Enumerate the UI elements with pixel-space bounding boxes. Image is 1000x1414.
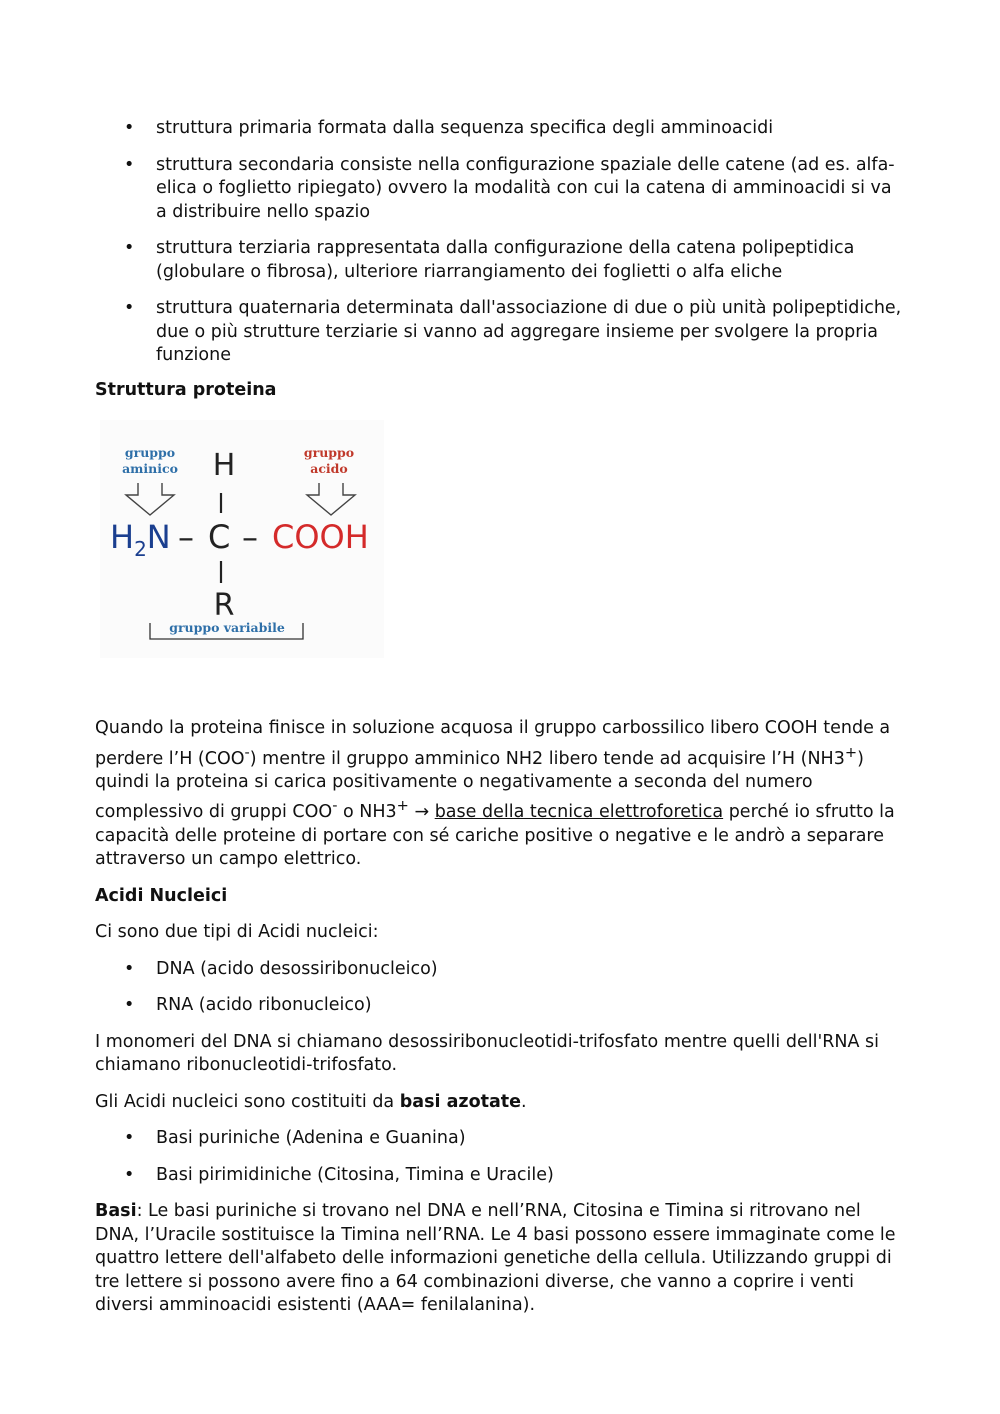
list-item-text: Basi puriniche (Adenina e Guanina) (156, 1128, 466, 1149)
list-item (95, 1127, 907, 1151)
list-item-text: struttura quaternaria determinata dall'associazione di due o più unità polipeptidiche, due o più strutture terziarie si vanno ad aggregare insieme per svolgere la propria funzione (156, 298, 902, 365)
section-heading-acidi: Acidi Nucleici (95, 885, 228, 906)
bond-right: – (242, 518, 258, 556)
label-variable: gruppo variabile (169, 620, 285, 635)
label-amino-line1: gruppo (124, 445, 176, 460)
bullet-icon: • (124, 154, 135, 175)
list-item (95, 1164, 907, 1188)
bullet-icon: • (124, 995, 135, 1016)
paragraph-basi-final: Basi: Le basi puriniche si trovano nel DNA e nell’RNA, Citosina e Timina si ritrovano nel DNA, l’Uracile sostituisce la Timina nell’RNA. Le 4 basi possono essere immaginate come le quattro lettere dell'alfabeto delle informazioni genetiche della cellula. Utilizzando gruppi di tre lettere si possono avere fino a 64 combinazioni diverse, che vanno a coprire i venti diversi amminoacidi esistenti (AAA= fenilalanina). (95, 1201, 896, 1316)
atom-h-top: H (212, 448, 236, 483)
paragraph-monomeri: I monomeri del DNA si chiamano desossiribonucleotidi-trifosfato mentre quelli dell'RNA si chiamano ribonucleotidi-trifosfato. (95, 1031, 880, 1076)
superscript-minus: - (244, 743, 250, 761)
protein-structure-list (95, 117, 907, 368)
list-item-text: struttura primaria formata dalla sequenza specifica degli amminoacidi (156, 118, 774, 138)
amino-acid-figure (98, 415, 388, 715)
bold-phrase: Basi (95, 1201, 137, 1222)
acid-types-list (95, 958, 907, 1018)
bullet-icon: • (124, 1164, 135, 1185)
atom-r: R (213, 588, 235, 623)
list-item-text: struttura terziaria rappresentata dalla configurazione della catena polipeptidica (globulare o fibrosa), ulteriore riarrangiamento dei foglietti o alfa eliche (156, 238, 855, 282)
superscript-plus: + (844, 743, 858, 761)
atom-carbon: C (208, 518, 231, 556)
bullet-icon: • (124, 958, 135, 979)
list-item-text: struttura secondaria consiste nella configurazione spaziale delle catene (ad es. alfa-elica o foglietto ripiegato) ovvero la modalità con cui la catena di amminoacidi si va a distribuire nello spazio (156, 154, 895, 222)
list-item (95, 154, 907, 225)
paragraph-basi: Gli Acidi nucleici sono costituiti da basi azotate. (95, 1091, 527, 1112)
amine-group: $H_2N$ (110, 518, 171, 561)
list-item (95, 994, 907, 1018)
label-acid-line1: gruppo (303, 445, 355, 460)
bases-list (95, 1127, 907, 1187)
superscript-plus: + (396, 797, 409, 815)
bullet-icon: • (124, 238, 135, 258)
bold-phrase: basi azotate (399, 1091, 522, 1112)
list-item-text: Basi pirimidiniche (Citosina, Timina e Uracile) (156, 1164, 554, 1185)
bond-left: – (178, 518, 194, 556)
underlined-phrase: base della tecnica elettroforetica (434, 802, 724, 823)
bullet-icon: • (124, 298, 135, 318)
bullet-icon: • (124, 1128, 135, 1149)
bullet-icon: • (124, 118, 135, 138)
amino-acid-diagram (98, 415, 388, 715)
list-item (95, 297, 907, 368)
label-acid-line2: acido (310, 461, 348, 476)
paragraph-proteina: Quando la proteina finisce in soluzione acquosa il gruppo carbossilico libero COOH tende a perdere l’H (COO-) mentre il gruppo amminico NH2 libero tende ad acquisire l’H (NH3+) quindi la proteina si carica positivamente o negativamente a seconda del numero complessivo di gruppi COO- o NH3+ → base della tecnica elettroforetica perché io sfrutto la capacità delle proteine di portare con sé cariche positive o negative e le andrò a separare attraverso un campo elettrico. (95, 718, 895, 870)
superscript-minus: - (332, 797, 338, 815)
acid-group: COOH (272, 518, 369, 556)
arrow-right-icon: → (408, 802, 435, 823)
list-item-text: RNA (acido ribonucleico) (156, 995, 372, 1016)
list-item (95, 958, 907, 982)
document-content (95, 117, 907, 1331)
list-item (95, 117, 907, 141)
paragraph-tipi: Ci sono due tipi di Acidi nucleici: (95, 922, 379, 943)
list-item-text: DNA (acido desossiribonucleico) (156, 958, 438, 979)
label-amino-line2: aminico (122, 461, 178, 476)
section-heading-proteina: Struttura proteina (95, 379, 277, 400)
list-item (95, 237, 907, 284)
